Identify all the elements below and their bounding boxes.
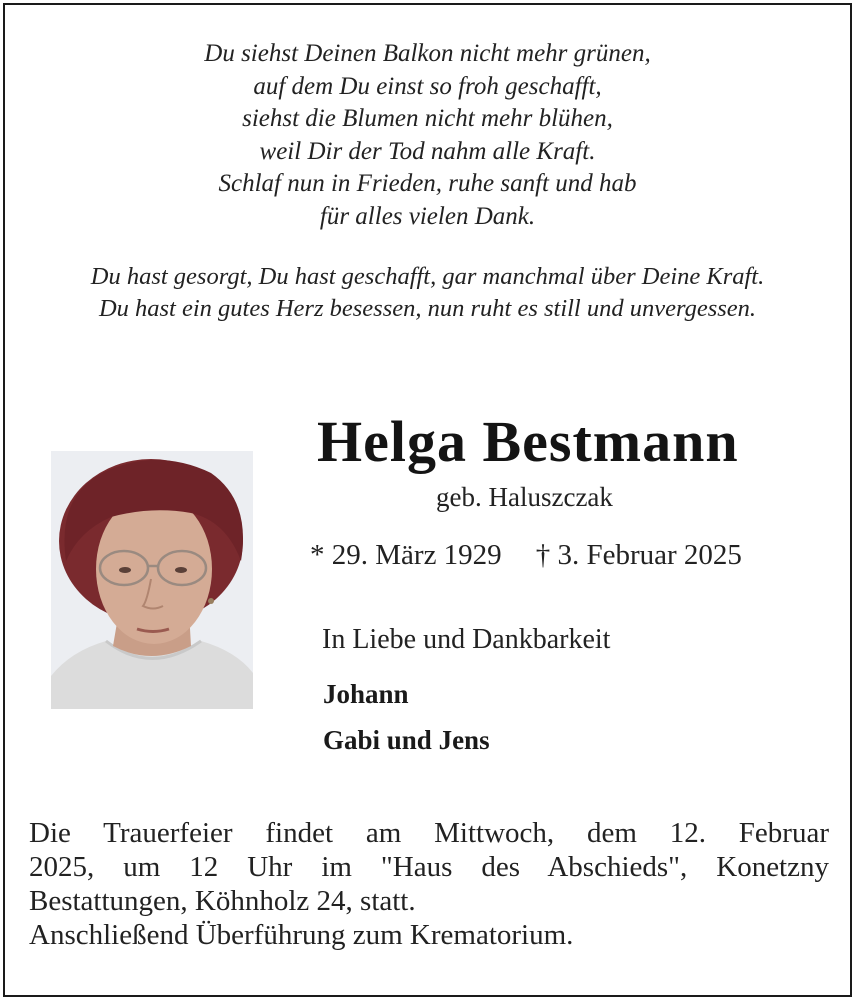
notice-line: Bestattungen, Köhnholz 24, statt. [29, 885, 416, 917]
poem-line: Du hast gesorgt, Du hast geschafft, gar manchmal über Deine Kraft. [90, 263, 765, 290]
death-date: † 3. Februar 2025 [535, 539, 742, 571]
poem-line: siehst die Blumen nicht mehr blühen, [242, 105, 613, 132]
poem-line: Du siehst Deinen Balkon nicht mehr grünen, [204, 40, 651, 67]
notice-line: Die Trauerfeier findet am Mittwoch, dem 12. Februar [29, 817, 829, 849]
poem-line: Schlaf nun in Frieden, ruhe sanft und hab [218, 170, 637, 197]
portrait-photo [51, 451, 253, 709]
notice-line: Anschließend Überführung zum Krematorium. [29, 919, 574, 951]
life-dates [310, 539, 742, 572]
funeral-notice [29, 816, 829, 952]
mourner-name: Gabi und Jens [323, 725, 490, 755]
poem-stanza-2 [0, 261, 855, 325]
portrait-illustration [51, 451, 253, 709]
poem-line: für alles vielen Dank. [319, 202, 536, 230]
birth-date: * 29. März 1929 [310, 539, 502, 571]
poem-line: weil Dir der Tod nahm alle Kraft. [259, 137, 596, 165]
poem-stanza-1 [0, 38, 855, 233]
poem-line: Du hast ein gutes Herz besessen, nun ruht es still und unvergessen. [98, 295, 757, 322]
mourner-name: Johann [323, 679, 409, 709]
maiden-name: geb. Haluszczak [436, 482, 613, 512]
dedication-text: In Liebe und Dankbarkeit [322, 624, 611, 655]
poem-line: auf dem Du einst so froh geschafft, [253, 72, 602, 100]
notice-line: 2025, um 12 Uhr im "Haus des Abschieds", Konetzny [29, 851, 829, 883]
deceased-name: Helga Bestmann [317, 409, 739, 474]
